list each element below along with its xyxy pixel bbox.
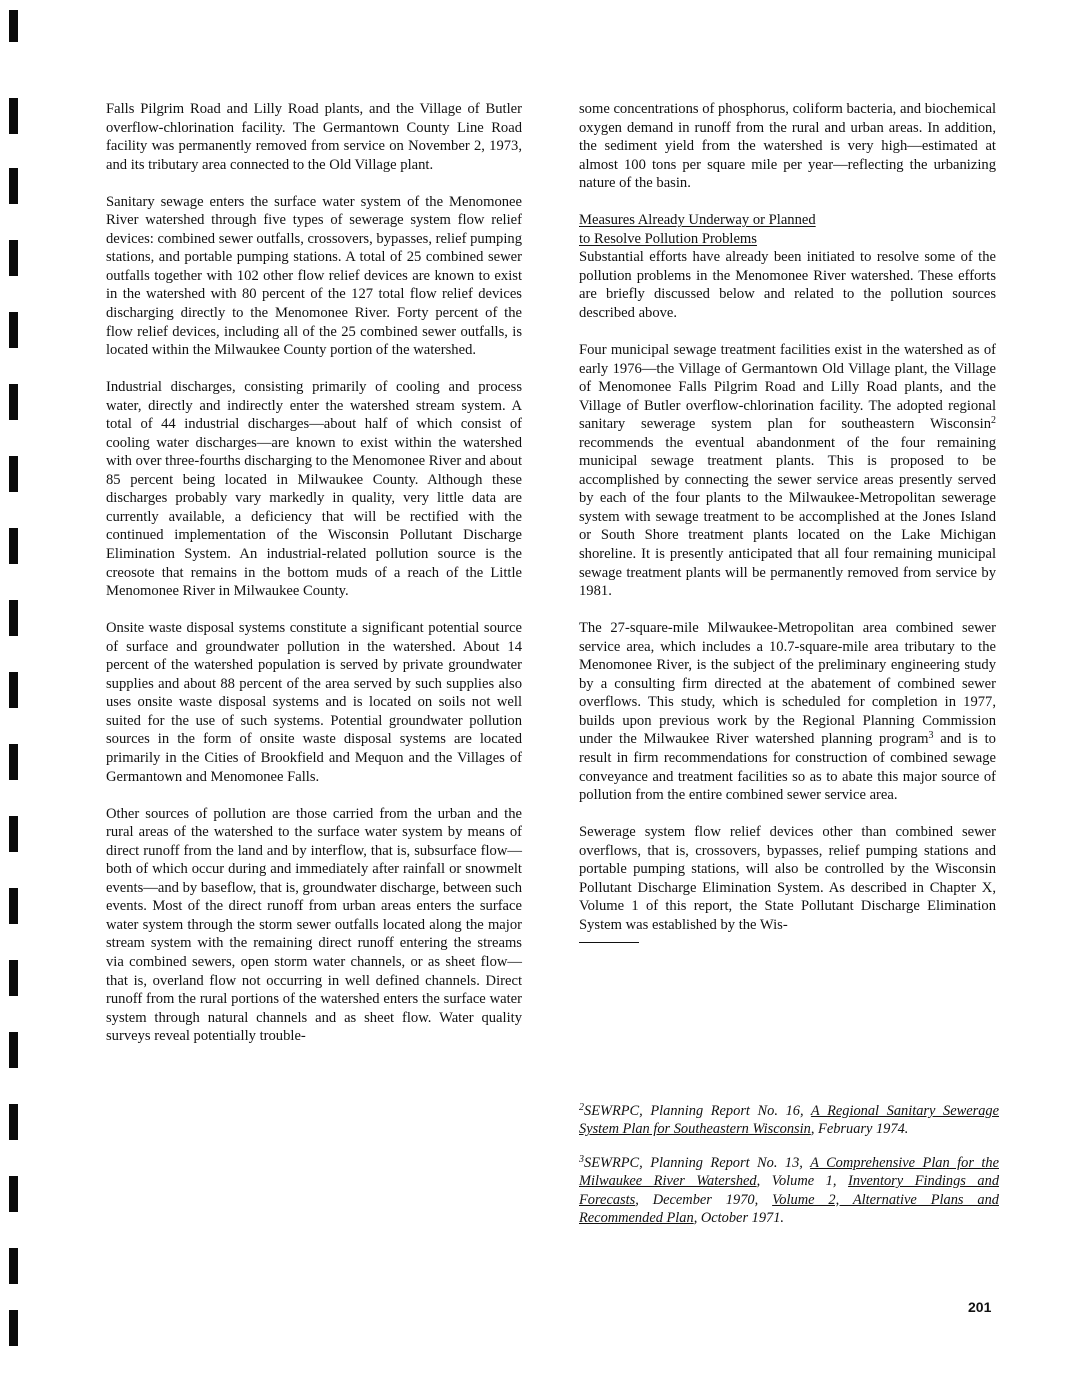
volume-title: Volume 2, Alternative Plans and Recommended Plan	[579, 1191, 999, 1227]
footnote-mark: 3	[579, 1153, 584, 1165]
section-heading	[579, 211, 996, 248]
binding-mark	[9, 1176, 18, 1212]
paragraph: some concentrations of phosphorus, coliform bacteria, and biochemical oxygen demand in runoff from the rural and urban areas. In addition, the sediment yield from the watershed is very high—estimated at almost 100 tons per square mile per year—reflecting the urbanizing nature of the basin.	[579, 101, 997, 192]
text: SEWRPC, Planning Report No. 16,	[584, 1103, 811, 1119]
paragraph: Sewerage system flow relief devices other than combined sewer overflows, that is, crossovers, bypasses, relief pumping stations and portable pumping stations, will also be controlled by the Wisconsin Pollutant Discharge Elimination System. As described in Chapter X, Volume 1 of this report, the State Pollutant Discharge Elimination System was established by the Wis-	[579, 824, 996, 933]
text: , Volume 1,	[756, 1173, 849, 1190]
paragraph	[579, 341, 996, 601]
binding-mark	[9, 888, 18, 924]
binding-mark	[9, 456, 18, 492]
text: The 27-square-mile Milwaukee-Metropolitan area combined sewer service area, which includes a 10.7-square-mile area tributary to the Menomonee River, is the subject of the preliminary engineering study by a consulting firm directed at the abatement of combined sewer overflows. This study, which is scheduled for completion in 1977, builds upon previous work by the Regional Planning Commission under the Milwaukee River watershed planning program	[579, 620, 996, 748]
footnote-mark: 2	[579, 1102, 584, 1113]
text: Four municipal sewage treatment facilities exist in the watershed as of early 1976—the Village of Germantown Old Village plant, the Village of Menomonee Falls Pilgrim Road and Lilly Road plants, and the Village of Butler overflow-chlorination facility. The adopted regional sanitary sewerage system plan for southeastern Wisconsin	[579, 342, 996, 433]
binding-mark	[9, 240, 18, 276]
binding-mark	[9, 312, 18, 348]
paragraph: Falls Pilgrim Road and Lilly Road plants, and the Village of Butler overflow-chlorination facility. The Germantown County Line Road facility was permanently removed from service on November 2, 1973, and its tributary area connected to the Old Village plant.	[106, 101, 522, 173]
footnote-3	[579, 1154, 999, 1228]
paragraph: Industrial discharges, consisting primarily of cooling and process water, directly and indirectly enter the watershed stream system. A total of 44 industrial discharges—about half of which consist of cooling water discharges—are known to exist within the watershed with over three-fourths discharging to the Menomonee River and about 85 percent being located in Milwaukee County. Although these discharges probably vary markedly in quality, very little data are currently available, a deficiency that will be rectified with the continued implementation of the Wisconsin Pollutant Discharge Elimination System. An industrial-related pollution source is the creosote that remains in the bottom muds of a reach of the Little Menomonee River in Milwaukee County.	[106, 379, 522, 600]
binding-marks	[9, 0, 31, 1380]
binding-mark	[9, 960, 18, 996]
page-number: 201	[968, 1299, 992, 1315]
footnote-rule	[579, 942, 639, 943]
report-title: A Comprehensive Plan for the Milwaukee River Watershed	[579, 1154, 999, 1190]
footnote-2	[579, 1102, 999, 1139]
footnote-ref: 2	[991, 415, 996, 427]
binding-mark	[9, 1310, 18, 1346]
binding-mark	[9, 744, 18, 780]
section-heading-line: Measures Already Underway or Planned	[579, 212, 816, 229]
binding-mark	[9, 98, 18, 134]
binding-mark	[9, 816, 18, 852]
binding-mark	[9, 1032, 18, 1068]
text: and is to result in firm recommendations for construction of combined sewage conveyance and treatment facilities so as to abate this major source of pollution from the entire combined sewer service area.	[579, 731, 996, 804]
footnotes	[579, 1102, 999, 1242]
text: recommends the eventual abandonment of the four remaining municipal sewage treatment plants. This is proposed to be accomplished by connecting the sewer service areas presently served by each of the four plants to the Milwaukee-Metropolitan sewerage system with sewage treatment to be accomplished at the Jones Island or South Shore treatment plants located on the Lake Michigan shoreline. It is presently anticipated that all four remaining municipal sewage treatment plants will be permanently removed from service by 1981.	[579, 434, 996, 600]
paragraph: Other sources of pollution are those carried from the urban and the rural areas of the watershed to the surface water system by means of direct runoff from the land and by interflow, that is, subsurface flow—both of which occur during and immediately after rainfall or snowmelt events—and by baseflow, that is, groundwater discharge, between such events. Most of the direct runoff from urban areas enters the surface water system through the storm sewer outfalls located along the major stream system with the remaining direct runoff entering the streams via combined sewers, open storm water channels, or as sheet flow—that is, overland flow not occurring in well defined channels. Direct runoff from the rural portions of the watershed enters the surface water system through natural channels and as sheet flow. Water quality surveys reveal potentially trouble-	[106, 805, 522, 1045]
paragraph: Sanitary sewage enters the surface water system of the Menomonee River watershed through five types of sewerage system flow relief devices: combined sewer outfalls, crossovers, bypasses, relief pumping stations, and portable pumping stations. A total of 25 combined sewer outfalls together with 102 other flow relief devices are known to exist in the watershed with 80 percent of the 127 total flow relief devices discharging directly to the Menomonee River. Forty percent of the flow relief devices, including all of the 25 combined sewer outfalls, is located within the Milwaukee County portion of the watershed.	[106, 193, 522, 359]
report-title: A Regional Sanitary Sewerage System Plan for Southeastern Wisconsin	[579, 1103, 999, 1138]
text: , February 1974.	[810, 1121, 909, 1138]
volume-title: Inventory Findings and Forecasts	[579, 1173, 1000, 1208]
right-column	[579, 100, 996, 943]
paragraph: Substantial efforts have already been initiated to resolve some of the pollution problems in the Menomonee River watershed. These efforts are briefly discussed below and related to the pollution sources described above.	[579, 249, 996, 321]
binding-mark	[9, 600, 18, 636]
binding-mark	[9, 1248, 18, 1284]
binding-mark	[9, 1104, 18, 1140]
text: SEWRPC, Planning Report No. 13,	[584, 1154, 811, 1171]
left-column	[106, 100, 522, 1046]
binding-mark	[9, 384, 18, 420]
binding-mark	[9, 168, 18, 204]
paragraph: Onsite waste disposal systems constitute a significant potential source of surface and groundwater pollution in the watershed. About 14 percent of the watershed population is served by private groundwater supplies and about 88 percent of the area served by such supplies also uses onsite waste disposal systems and is located on soils not well suited for the use of such systems. Potential groundwater pollution sources in the form of onsite waste disposal systems are located primarily in the Cities of Brookfield and Mequon and the Villages of Germantown and Menomonee Falls.	[106, 620, 522, 785]
binding-mark	[9, 672, 18, 708]
binding-mark	[9, 528, 18, 564]
section-heading-line: to Resolve Pollution Problems	[579, 230, 757, 247]
binding-mark	[9, 10, 18, 42]
footnote-ref: 3	[928, 730, 934, 742]
paragraph	[579, 619, 996, 804]
text: , December 1970,	[635, 1191, 773, 1208]
text: , October 1971.	[693, 1210, 785, 1227]
